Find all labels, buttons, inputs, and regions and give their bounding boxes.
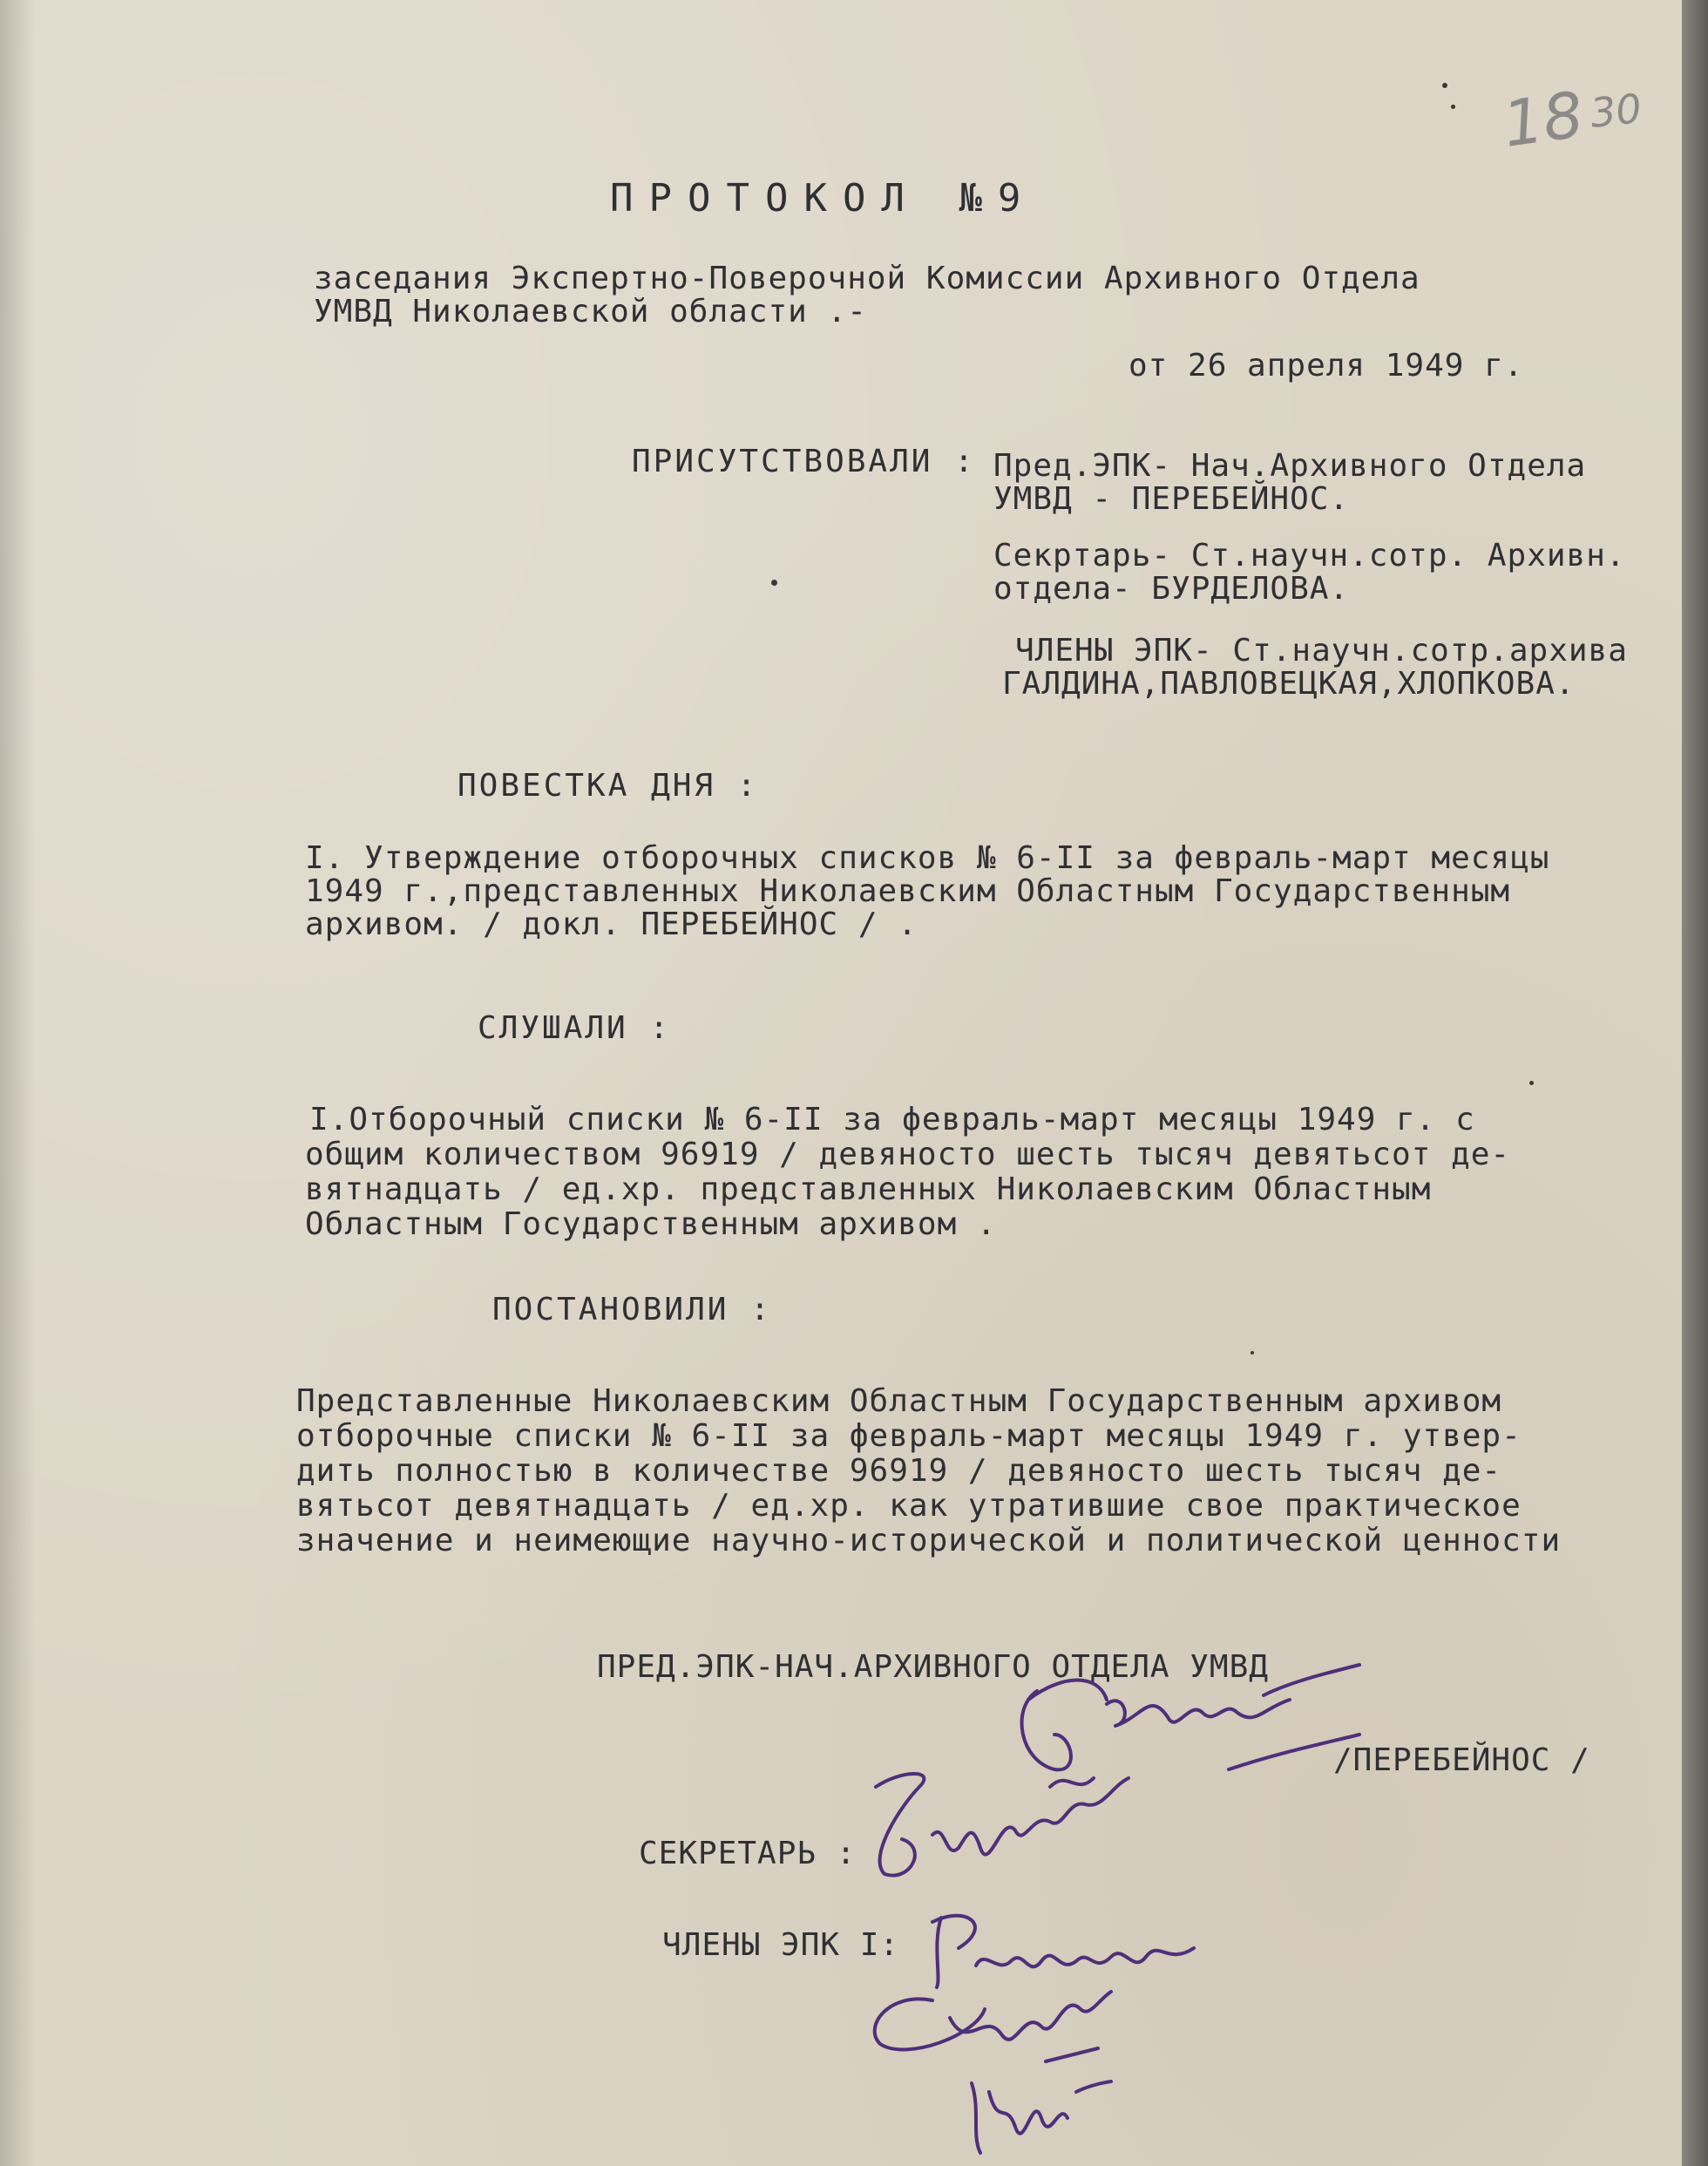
decided-line: значение и неимеющие научно-исторической и политической ценности — [296, 1523, 1562, 1558]
heard-line: вятнадцать / ед.хр. представленных Николаевским Областным — [305, 1171, 1432, 1207]
attendance-members-line2: ГАЛДИНА,ПАВЛОВЕЦКАЯ,ХЛОПКОВА. — [1002, 666, 1576, 702]
members-signature-label: ЧЛЕНЫ ЭПК I: — [662, 1927, 900, 1963]
attendance-members-line1: ЧЛЕНЫ ЭПК- Ст.научн.сотр.архива — [1015, 633, 1628, 669]
secretary-signature-label: СЕКРЕТАРЬ : — [639, 1836, 857, 1871]
archive-number-main: 18 — [1498, 78, 1589, 161]
paper-speck — [1442, 83, 1447, 88]
paper-speck — [1529, 1081, 1534, 1085]
page-shadow — [0, 0, 35, 2166]
decided-line: дить полностью в количестве 96919 / девяносто шесть тысяч де- — [296, 1453, 1502, 1489]
paper-speck — [1250, 1351, 1254, 1355]
member3-signature-handwriting — [954, 2057, 1128, 2162]
document-date: от 26 апреля 1949 г. — [1128, 348, 1524, 384]
paper-speck — [1451, 105, 1455, 109]
decided-line: Представленные Николаевским Областным Государственным архивом — [296, 1383, 1502, 1419]
attendance-chair-line1: Пред.ЭПК- Нач.Архивного Отдела — [993, 448, 1587, 484]
document-title: ПРОТОКОЛ №9 — [610, 176, 1037, 221]
heard-label: СЛУШАЛИ : — [478, 1010, 672, 1046]
agenda-line: архивом. / докл. ПЕРЕБЕЙНОС / . — [305, 906, 918, 942]
decided-line: отборочные списки № 6-II за февраль-март месяцы 1949 г. утвер- — [296, 1418, 1522, 1454]
page-edge — [1682, 0, 1708, 2166]
paper-speck — [771, 580, 777, 586]
attendance-secretary-line2: отдела- БУРДЕЛОВА. — [993, 571, 1350, 607]
attendance-chair-line2: УМВД - ПЕРЕБЕЙНОС. — [993, 481, 1350, 517]
document-subtitle-line1: заседания Экспертно-Поверочной Комиссии Архивного Отдела — [314, 261, 1420, 296]
heard-line: I.Отборочный списки № 6-II за февраль-март месяцы 1949 г. с — [309, 1102, 1475, 1137]
agenda-label: ПОВЕСТКА ДНЯ : — [458, 768, 759, 804]
heard-line: общим количеством 96919 / девяносто шесть тысяч девятьсот де- — [305, 1137, 1511, 1172]
decided-line: вятьсот девятнадцать / ед.хр. как утратившие свое практическое — [296, 1488, 1522, 1524]
document-subtitle-line2: УМВД Николаевской области .- — [314, 294, 867, 329]
secretary-signature-handwriting — [850, 1752, 1163, 1900]
attendance-secretary-line1: Секртарь- Ст.научн.сотр. Архивн. — [993, 538, 1626, 574]
attendance-label: ПРИСУТСТВОВАЛИ : — [632, 444, 976, 479]
agenda-line: I. Утверждение отборочных списков № 6-II за февраль-март месяцы — [305, 840, 1550, 876]
agenda-line: 1949 г.,представленных Николаевским Областным Государственным — [305, 873, 1511, 909]
decided-label: ПОСТАНОВИЛИ : — [492, 1292, 772, 1327]
chair-signature-name: /ПЕРЕБЕЙНОС / — [1333, 1742, 1590, 1778]
chair-signature-title: ПРЕД.ЭПК-НАЧ.АРХИВНОГО ОТДЕЛА УМВД — [597, 1649, 1269, 1685]
archive-number-sheet: 30 — [1588, 85, 1644, 137]
heard-line: Областным Государственным архивом . — [305, 1206, 997, 1242]
